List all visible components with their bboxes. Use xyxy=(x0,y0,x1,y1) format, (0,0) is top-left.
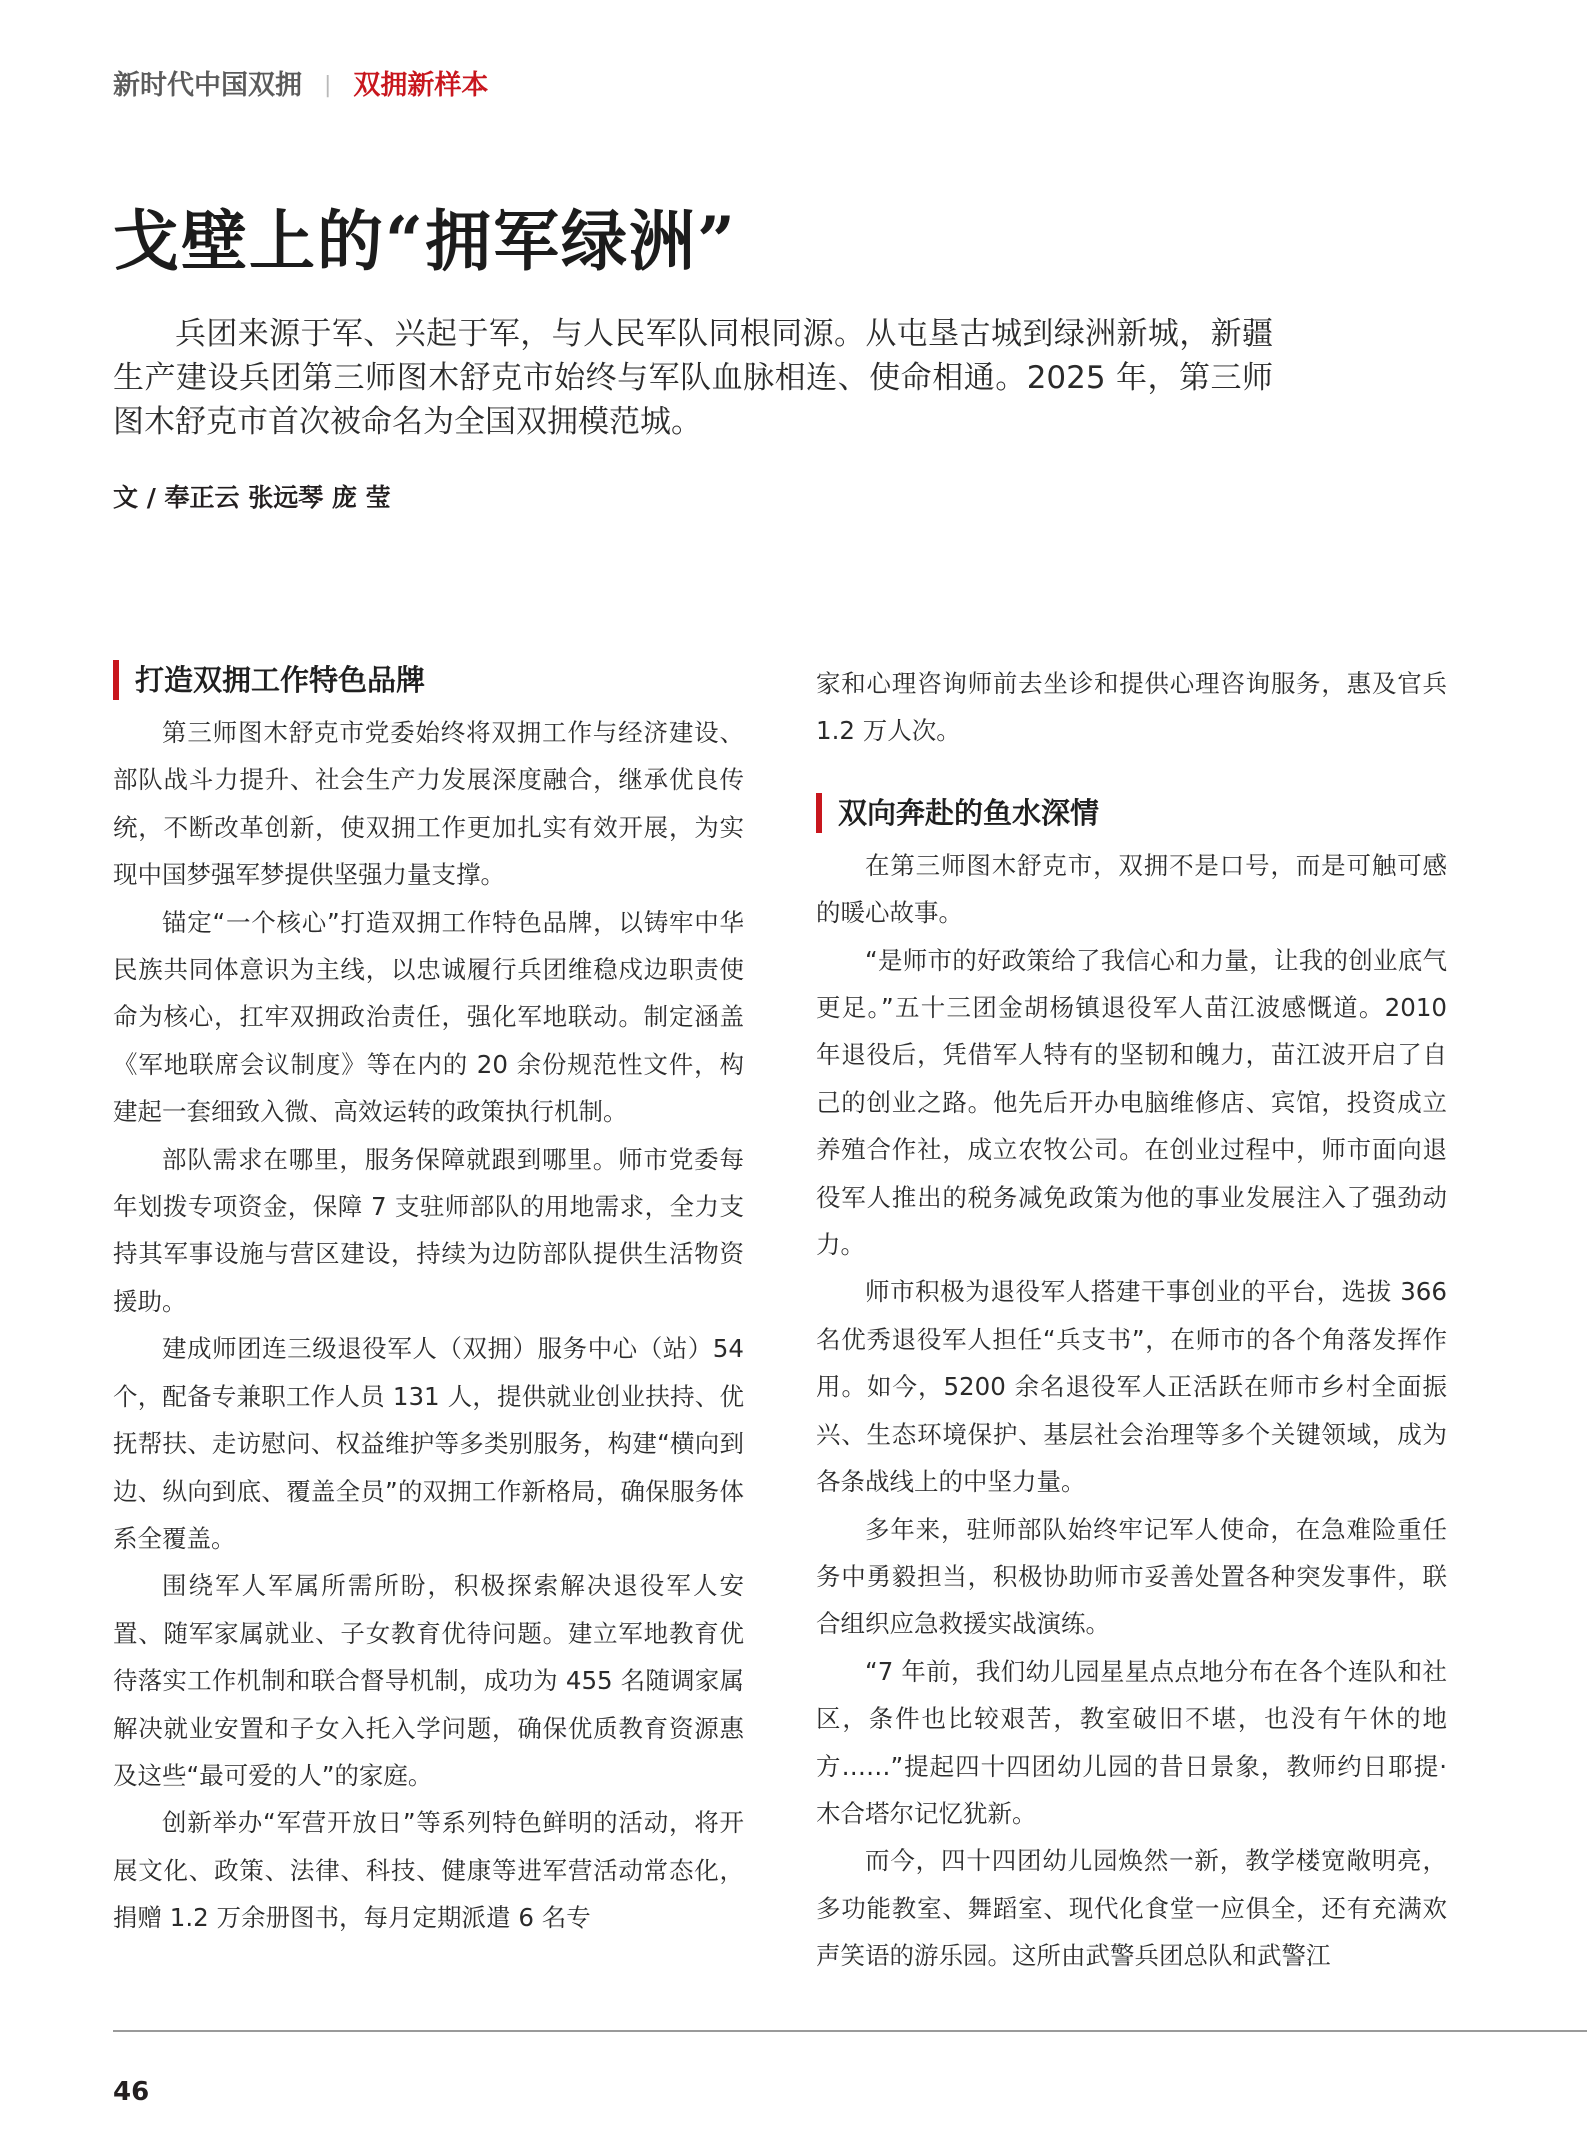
article-lead: 兵团来源于军、兴起于军，与人民军队同根同源。从屯垦古城到绿洲新城，新疆生产建设兵团第三师图木舒克市始终与军队血脉相连、使命相通。2025 年，第三师图木舒克市首次被命名为全国双拥模范城。 xyxy=(113,316,1273,440)
header-section-name: 新时代中国双拥 xyxy=(113,70,302,101)
paragraph: 师市积极为退役军人搭建干事创业的平台，选拔 366 名优秀退役军人担任“兵支书”，在师市的各个角落发挥作用。如今，5200 余名退役军人正活跃在师市乡村全面振兴、生态环境保护、基层社会治理等多个关键领域，成为各条战线上的中坚力量。 xyxy=(816,1277,1447,1497)
header-column-name: 双拥新样本 xyxy=(353,70,489,101)
paragraph: “7 年前，我们幼儿园星星点点地分布在各个连队和社区，条件也比较艰苦，教室破旧不堪，也没有午休的地方……”提起四十四团幼儿园的昔日景象，教师约日耶提·木合塔尔记忆犹新。 xyxy=(816,1656,1447,1828)
section-heading-brand: 打造双拥工作特色品牌 xyxy=(113,660,744,700)
paragraph: “是师市的好政策给了我信心和力量，让我的创业底气更足。”五十三团金胡杨镇退役军人苗江波感慨道。2010 年退役后，凭借军人特有的坚韧和魄力，苗江波开启了自己的创业之路。他先后开办电脑维修店、宾馆，投资成立养殖合作社，成立农牧公司。在创业过程中，师市面向退役军人推出的税务减免政策为他的事业发展注入了强劲动力。 xyxy=(816,945,1447,1260)
page-number: 46 xyxy=(113,2077,150,2107)
paragraph: 多年来，驻师部队始终牢记军人使命，在急难险重任务中勇毅担当，积极协助师市妥善处置各种突发事件，联合组织应急救援实战演练。 xyxy=(816,1514,1447,1639)
article-byline: 文 / 奉正云 张远琴 庞 莹 xyxy=(113,483,391,512)
running-header xyxy=(113,66,488,108)
left-column xyxy=(113,660,744,1942)
paragraph: 而今，四十四团幼儿园焕然一新，教学楼宽敞明亮，多功能教室、舞蹈室、现代化食堂一应俱全，还有充满欢声笑语的游乐园。这所由武警兵团总队和武警江 xyxy=(816,1846,1447,1971)
paragraph: 锚定“一个核心”打造双拥工作特色品牌，以铸牢中华民族共同体意识为主线，以忠诚履行兵团维稳戍边职责使命为核心，扛牢双拥政治责任，强化军地联动。制定涵盖《军地联席会议制度》等在内的 20 余份规范性文件，构建起一套细致入微、高效运转的政策执行机制。 xyxy=(113,907,744,1127)
paragraph: 部队需求在哪里，服务保障就跟到哪里。师市党委每年划拨专项资金，保障 7 支驻师部队的用地需求，全力支持其军事设施与营区建设，持续为边防部队提供生活物资援助。 xyxy=(113,1144,744,1316)
section-heading-fish-water: 双向奔赴的鱼水深情 xyxy=(816,793,1447,833)
paragraph: 第三师图木舒克市党委始终将双拥工作与经济建设、部队战斗力提升、社会生产力发展深度融合，继承优良传统，不断改革创新，使双拥工作更加扎实有效开展，为实现中国梦强军梦提供坚强力量支撑。 xyxy=(113,718,744,890)
paragraph: 创新举办“军营开放日”等系列特色鲜明的活动，将开展文化、政策、法律、科技、健康等进军营活动常态化，捐赠 1.2 万余册图书，每月定期派遣 6 名专 xyxy=(113,1808,744,1933)
right-column xyxy=(816,660,1447,1980)
paragraph: 在第三师图木舒克市，双拥不是口号，而是可触可感的暖心故事。 xyxy=(816,850,1447,928)
paragraph: 围绕军人军属所需所盼，积极探索解决退役军人安置、随军家属就业、子女教育优待问题。建立军地教育优待落实工作机制和联合督导机制，成功为 455 名随调家属解决就业安置和子女入托入学问题，确保优质教育资源惠及这些“最可爱的人”的家庭。 xyxy=(113,1571,744,1790)
header-separator: | xyxy=(324,73,332,98)
paragraph: 建成师团连三级退役军人（双拥）服务中心（站）54 个，配备专兼职工作人员 131 人，提供就业创业扶持、优抚帮扶、走访慰问、权益维护等多类别服务，构建“横向到边、纵向到底、覆盖全员”的双拥工作新格局，确保服务体系全覆盖。 xyxy=(113,1334,744,1553)
paragraph-continuation: 家和心理咨询师前去坐诊和提供心理咨询服务，惠及官兵 1.2 万人次。 xyxy=(816,669,1447,746)
footer-divider xyxy=(113,2030,1587,2032)
article-title: 戈壁上的“拥军绿洲” xyxy=(113,202,737,280)
